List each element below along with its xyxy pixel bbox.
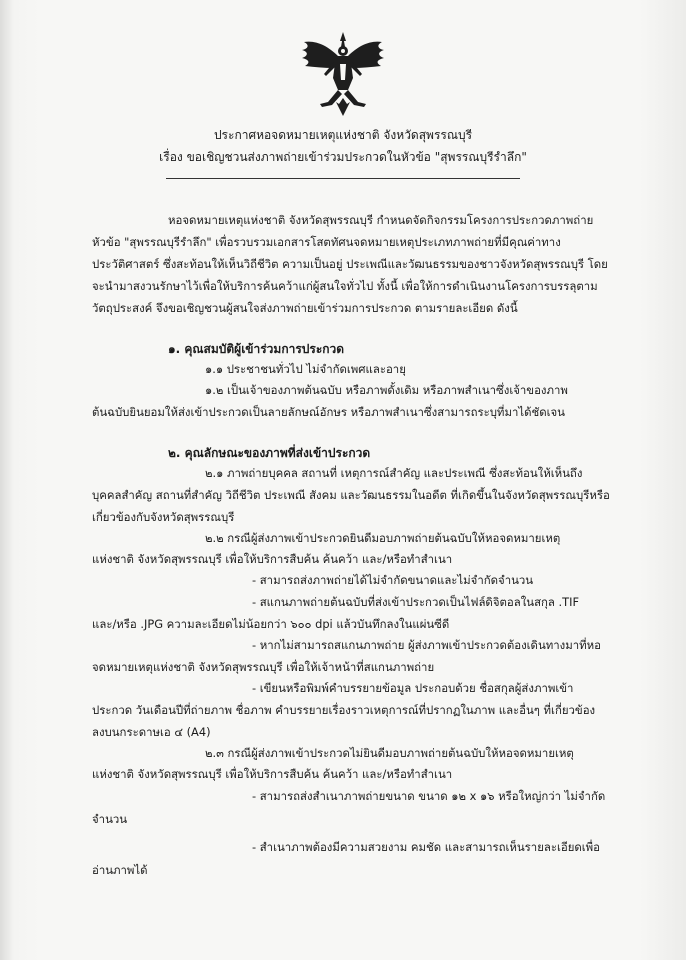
section-line: และ/หรือ .JPG ความละเอียดไม่น้อยกว่า ๖๐๐ dpi แล้วบันทึกลงในแผ่นซีดี [92, 617, 450, 631]
section-line: จำนวน [92, 812, 128, 826]
section-heading: ๒. คุณลักษณะของภาพที่ส่งเข้าประกวด [168, 446, 371, 460]
intro-line: หอจดหมายเหตุแห่งชาติ จังหวัดสุพรรณบุรี กำหนดจัดกิจกรรมโครงการประกวดภาพถ่าย [168, 213, 594, 227]
section-bullet: - สามารถส่งสำเนาภาพถ่ายขนาด ขนาด ๑๒ x ๑๖ หรือใหญ่กว่า ไม่จำกัด [252, 789, 606, 803]
intro-line: หัวข้อ "สุพรรณบุรีรำลึก" เพื่อรวบรวมเอกสารโสตทัศนจดหมายเหตุประเภทภาพถ่ายที่มีคุณค่าทาง [92, 235, 561, 249]
section-line: ๒.๒ กรณีผู้ส่งภาพเข้าประกวดยินดีมอบภาพถ่ายต้นฉบับให้หอจดหมายเหตุ [205, 531, 561, 545]
intro-line: จะนำมาสงวนรักษาไว้เพื่อให้บริการค้นคว้าแก่ผู้สนใจทั่วไป ทั้งนี้ เพื่อให้การดำเนินงานโครงการบรรลุตาม [92, 279, 598, 293]
intro-line: ประวัติศาสตร์ ซึ่งสะท้อนให้เห็นวิถีชีวิต ความเป็นอยู่ ประเพณีและวัฒนธรรมของชาวจังหวัดสุพรรณบุรี โดย [92, 257, 608, 271]
section-line: ต้นฉบับยินยอมให้ส่งเข้าประกวดเป็นลายลักษณ์อักษร หรือภาพสำเนาซึ่งสามารถระบุที่มาได้ชัดเจน [92, 405, 565, 419]
section-line: ๒.๓ กรณีผู้ส่งภาพเข้าประกวดไม่ยินดีมอบภาพถ่ายต้นฉบับให้หอจดหมายเหตุ [205, 746, 574, 760]
section-heading: ๑. คุณสมบัติผู้เข้าร่วมการประกวด [168, 342, 345, 356]
section-bullet: - เขียนหรือพิมพ์คำบรรยายข้อมูล ประกอบด้วย ชื่อสกุลผู้ส่งภาพเข้า [252, 681, 574, 695]
header-divider [166, 178, 520, 179]
section-bullet: - หากไม่สามารถสแกนภาพถ่าย ผู้ส่งภาพเข้าประกวดต้องเดินทางมาที่หอ [252, 638, 601, 652]
section-line: ลงบนกระดาษเอ ๔ (A4) [92, 725, 211, 739]
section-line: บุคคลสำคัญ สถานที่สำคัญ วิถีชีวิต ประเพณี สังคม และวัฒนธรรมในอดีต ที่เกิดขึ้นในจังหวัดสุพรรณบุรีหรือ [92, 488, 610, 502]
section-line: แห่งชาติ จังหวัดสุพรรณบุรี เพื่อให้บริการสืบค้น ค้นคว้า และ/หรือทำสำเนา [92, 552, 453, 566]
header-title: ประกาศหอจดหมายเหตุแห่งชาติ จังหวัดสุพรรณบุรี [213, 128, 473, 142]
section-line: จดหมายเหตุแห่งชาติ จังหวัดสุพรรณบุรี เพื่อให้เจ้าหน้าที่สแกนภาพถ่าย [92, 660, 435, 674]
header-subject: เรื่อง ขอเชิญชวนส่งภาพถ่ายเข้าร่วมประกวดในหัวข้อ "สุพรรณบุรีรำลึก" [159, 150, 527, 164]
section-line: เกี่ยวข้องกับจังหวัดสุพรรณบุรี [92, 510, 235, 524]
section-line: ๒.๑ ภาพถ่ายบุคคล สถานที่ เหตุการณ์สำคัญ และประเพณี ซึ่งสะท้อนให้เห็นถึง [205, 466, 583, 480]
section-bullet: - สแกนภาพถ่ายต้นฉบับที่ส่งเข้าประกวดเป็นไฟล์ดิจิตอลในสกุล .TIF [252, 595, 580, 609]
intro-line: วัตถุประสงค์ จึงขอเชิญชวนผู้สนใจส่งภาพถ่ายเข้าร่วมการประกวด ตามรายละเอียด ดังนี้ [92, 301, 518, 315]
garuda-emblem-icon [298, 32, 388, 118]
section-line: อ่านภาพได้ [92, 863, 148, 877]
section-line: ๑.๑ ประชาชนทั่วไป ไม่จำกัดเพศและอายุ [205, 362, 406, 376]
section-line: แห่งชาติ จังหวัดสุพรรณบุรี เพื่อให้บริการสืบค้น ค้นคว้า และ/หรือทำสำเนา [92, 767, 453, 781]
section-bullet: - สามารถส่งภาพถ่ายได้ไม่จำกัดขนาดและไม่จำกัดจำนวน [252, 573, 534, 587]
section-bullet: - สำเนาภาพต้องมีความสวยงาม คมชัด และสามารถเห็นรายละเอียดเพื่อ [252, 840, 601, 854]
section-line: ประกวด วันเดือนปีที่ถ่ายภาพ ชื่อภาพ คำบรรยายเรื่องราวเหตุการณ์ที่ปรากฏในภาพ และอื่นๆ ที่เกี่ยวข้อง [92, 703, 596, 717]
section-line: ๑.๒ เป็นเจ้าของภาพต้นฉบับ หรือภาพดั้งเดิม หรือภาพสำเนาซึ่งเจ้าของภาพ [205, 383, 568, 397]
